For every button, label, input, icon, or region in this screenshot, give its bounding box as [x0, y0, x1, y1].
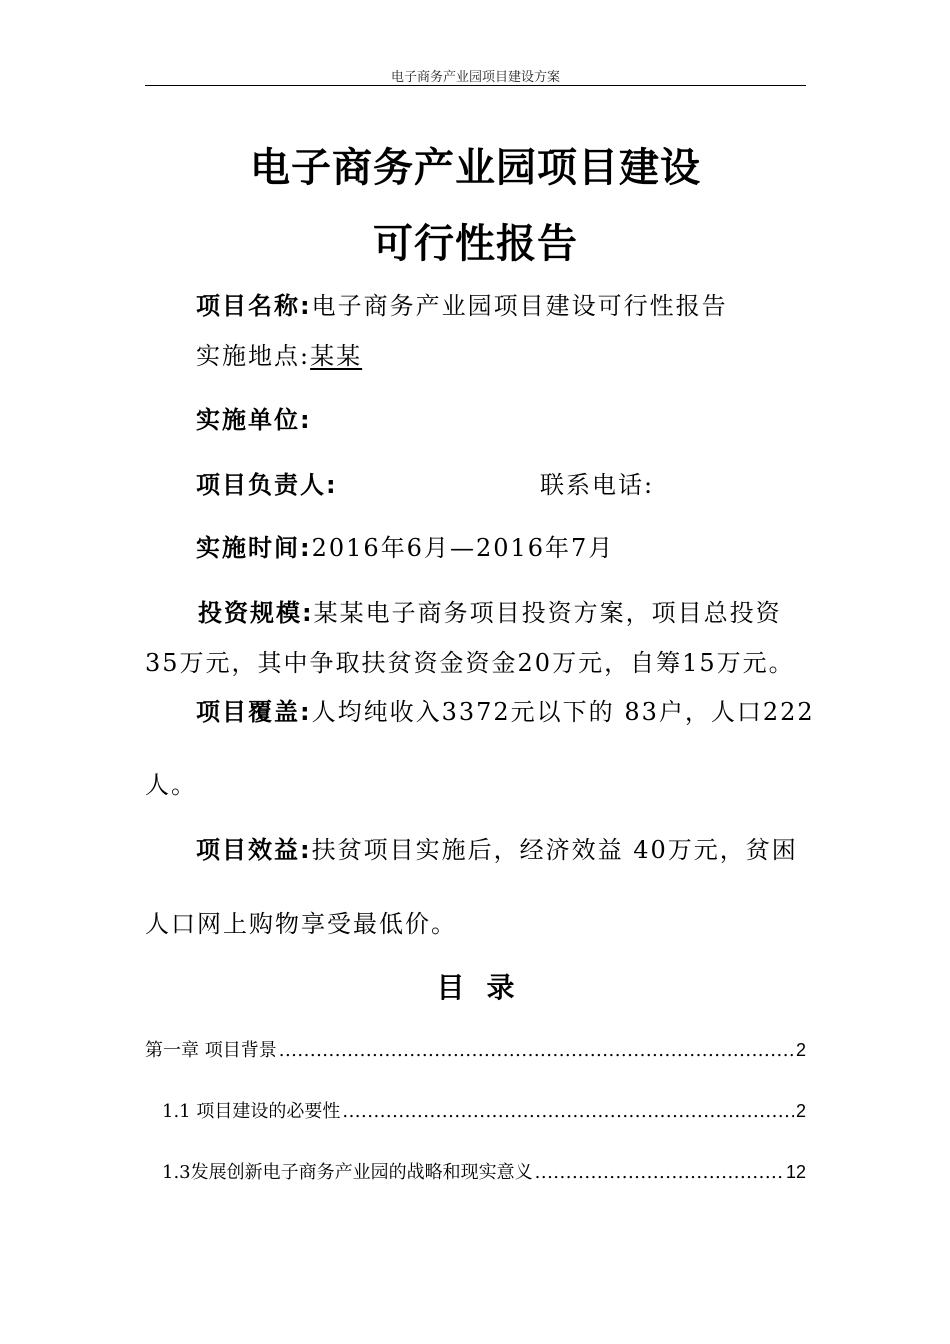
phone-row [540, 465, 654, 500]
document-title-line2: 可行性报告 [373, 221, 578, 267]
location-row [196, 336, 362, 371]
toc-entry-page: 2 [795, 1101, 806, 1121]
toc-leader-dots [342, 1101, 794, 1122]
leader-label: 项目负责人: [196, 471, 338, 499]
toc-entry[interactable] [162, 1097, 806, 1123]
investment-text-line1: 某某电子商务项目投资方案，项目总投资 [313, 599, 782, 627]
benefit-text-line2: 人口网上购物享受最低价。 [145, 910, 457, 938]
project-name-row [196, 286, 728, 321]
unit-label: 实施单位: [196, 406, 312, 434]
toc-entry-title: 1.1 项目建设的必要性 [162, 1101, 341, 1122]
leader-row [196, 465, 338, 500]
toc-entry[interactable] [162, 1158, 806, 1184]
time-row [196, 528, 614, 563]
project-name-value: 电子商务产业园项目建设可行性报告 [311, 292, 728, 320]
project-name-label: 项目名称: [196, 292, 312, 320]
investment-label: 投资规模: [198, 599, 314, 627]
time-value: 2016年6月—2016年7月 [311, 534, 615, 562]
benefit-text-line1: 扶贫项目实施后，经济效益 40万元，贫困 [311, 836, 798, 864]
coverage-row [196, 692, 815, 727]
unit-row [196, 400, 312, 435]
document-title-line1: 电子商务产业园项目建设 [250, 145, 701, 191]
toc-entry-page: 12 [785, 1162, 806, 1182]
coverage-text-line1: 人均纯收入3372元以下的 83户，人口222 [311, 698, 815, 726]
benefit-label: 项目效益: [196, 836, 312, 864]
coverage-text-line2: 人。 [145, 771, 197, 799]
toc-leader-dots [279, 1040, 794, 1061]
toc-entry-title: 第一章 项目背景 [145, 1040, 277, 1061]
investment-text-line2: 35万元，其中争取扶贫资金资金20万元，自筹15万元。 [145, 649, 795, 677]
toc-leader-dots [535, 1162, 784, 1183]
location-label: 实施地点: [196, 342, 311, 370]
location-value: 某某 [310, 342, 363, 370]
investment-row [198, 593, 782, 628]
running-header: 电子商务产业园项目建设方案 [390, 70, 560, 85]
benefit-row [196, 830, 798, 865]
toc-heading: 目录 [436, 971, 537, 1004]
toc-entry[interactable] [145, 1036, 806, 1062]
header-rule [145, 85, 806, 86]
coverage-label: 项目覆盖: [196, 698, 312, 726]
toc-entry-title: 1.3发展创新电子商务产业园的战略和现实意义 [162, 1162, 533, 1183]
toc-entry-page: 2 [795, 1040, 806, 1060]
time-label: 实施时间: [196, 534, 312, 562]
phone-label: 联系电话: [540, 471, 655, 499]
